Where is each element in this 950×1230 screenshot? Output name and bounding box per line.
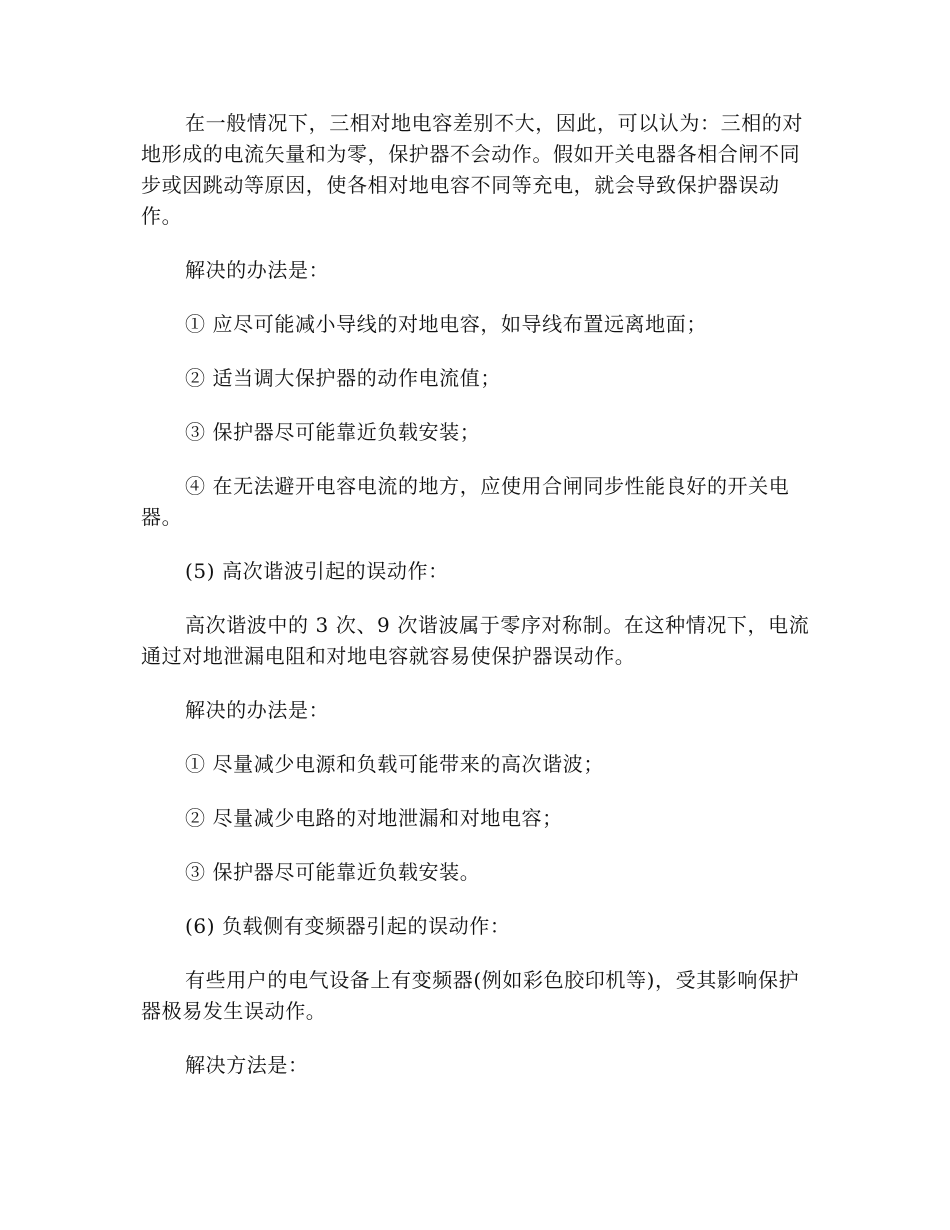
paragraph-solution-item-2: ② 适当调大保护器的动作电流值； — [185, 366, 501, 390]
paragraph-solution-heading: 解决的办法是： — [185, 258, 330, 282]
section-heading-harmonics: (5) 高次谐波引起的误动作： — [185, 559, 449, 583]
paragraph-solution-item-3: ③ 保护器尽可能靠近负载安装； — [185, 420, 481, 444]
paragraph-solution-item-3: ③ 保护器尽可能靠近负载安装。 — [185, 860, 481, 884]
paragraph-solution-heading: 解决方法是： — [185, 1053, 309, 1077]
paragraph-solution-heading: 解决的办法是： — [185, 698, 330, 722]
paragraph-solution-item-1: ① 尽量减少电源和负载可能带来的高次谐波； — [185, 752, 604, 776]
section-heading-inverter: (6) 负载侧有变频器引起的误动作： — [185, 914, 511, 938]
paragraph-solution-item-4: ④ 在无法避开电容电流的地方，应使用合闸同步性能良好的开关电器。 — [141, 474, 790, 529]
paragraph-harmonics-body: 高次谐波中的 3 次、9 次谐波属于零序对称制。在这种情况下，电流通过对地泄漏电阻和对地电容就容易使保护器误动作。 — [141, 613, 810, 668]
paragraph-inverter-body: 有些用户的电气设备上有变频器(例如彩色胶印机等)，受其影响保护器极易发生误动作。 — [141, 968, 800, 1023]
document-body — [141, 108, 813, 1104]
paragraph-solution-item-2: ② 尽量减少电路的对地泄漏和对地电容； — [185, 806, 563, 830]
paragraph-solution-item-1: ① 应尽可能减小导线的对地电容，如导线布置远离地面； — [185, 312, 707, 336]
paragraph-capacitance-intro: 在一般情况下，三相对地电容差别不大，因此，可以认为：三相的对地形成的电流矢量和为零，保护器不会动作。假如开关电器各相合闸不同步或因跳动等原因，使各相对地电容不同等充电，就会导致保护器误动作。 — [141, 111, 803, 228]
